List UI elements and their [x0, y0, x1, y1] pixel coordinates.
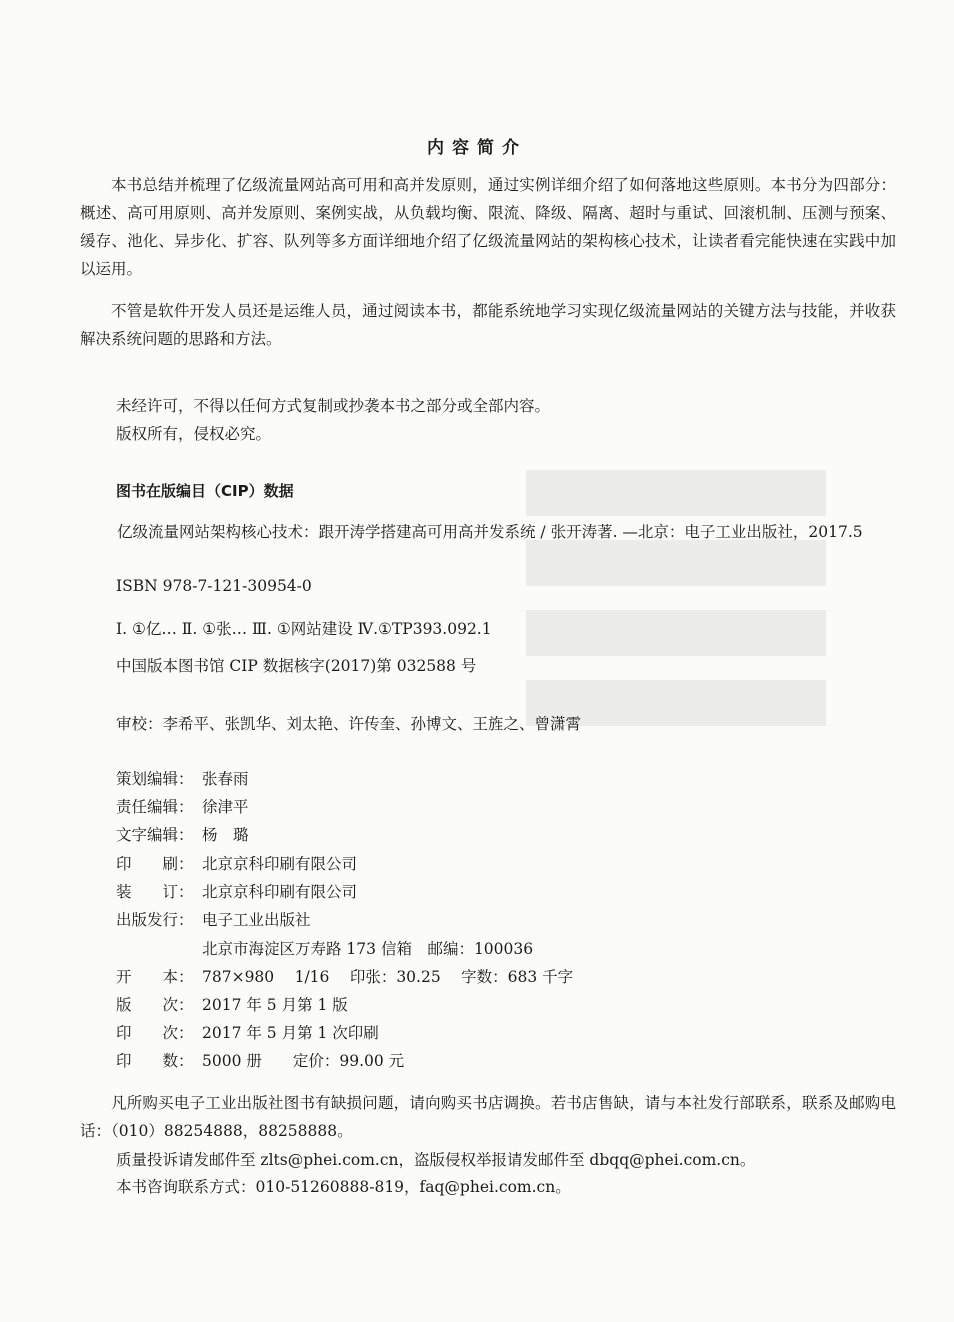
credit-row [116, 993, 348, 1017]
credit-value: 北京市海淀区万寿路 173 信箱 邮编：100036 [202, 940, 534, 958]
credit-value: 北京京科印刷有限公司 [202, 883, 358, 901]
credit-row [116, 908, 311, 932]
credit-label: 装 订： [116, 883, 194, 901]
credit-value: 北京京科印刷有限公司 [202, 855, 358, 873]
rights-reserved: 版权所有，侵权必究。 [116, 425, 272, 443]
quality-complaint: 质量投诉请发邮件至 zlts@phei.com.cn，盗版侵权举报请发邮件至 dbqq@phei.com.cn。 [116, 1151, 756, 1169]
credit-row [116, 823, 249, 847]
credit-row [116, 1021, 379, 1045]
credit-label: 开 本： [116, 968, 194, 986]
credit-value: 787×980 1/16 印张：30.25 字数：683 千字 [202, 968, 574, 986]
credit-row [116, 880, 357, 904]
credit-label: 策划编辑： [116, 770, 194, 788]
credit-row [116, 795, 249, 819]
contact-info: 本书咨询联系方式：010-51260888-819，faq@phei.com.cn。 [116, 1178, 571, 1196]
defect-notice: 凡所购买电子工业出版社图书有缺损问题，请向购买书店调换。若书店售缺，请与本社发行部联系，联系及邮购电话：（010）88254888，88258888。 [80, 1094, 896, 1140]
credit-value: 杨 璐 [202, 826, 249, 844]
isbn: ISBN 978-7-121-30954-0 [116, 577, 312, 595]
classification: Ⅰ. ①亿… Ⅱ. ①张… Ⅲ. ①网站建设 Ⅳ.①TP393.092.1 [116, 620, 492, 638]
credit-row [116, 937, 533, 961]
cip-heading: 图书在版编目（CIP）数据 [116, 482, 294, 500]
credit-value: 徐津平 [202, 798, 249, 816]
credit-label: 责任编辑： [116, 798, 194, 816]
show-through-background [526, 470, 826, 740]
credit-row [116, 965, 573, 989]
credit-value: 电子工业出版社 [202, 911, 311, 929]
credit-value: 2017 年 5 月第 1 次印刷 [202, 1024, 379, 1042]
credit-label: 印 次： [116, 1024, 194, 1042]
credit-row [116, 852, 357, 876]
credit-value: 张春雨 [202, 770, 249, 788]
credit-label: 印 数： [116, 1052, 194, 1070]
library-record: 中国版本图书馆 CIP 数据核字(2017)第 032588 号 [116, 657, 477, 675]
copyright-notice: 未经许可，不得以任何方式复制或抄袭本书之部分或全部内容。 [116, 397, 551, 415]
credit-row [116, 1049, 404, 1073]
intro-paragraph-2: 不管是软件开发人员还是运维人员，通过阅读本书，都能系统地学习实现亿级流量网站的关键方法与技能，并收获解决系统问题的思路和方法。 [80, 302, 896, 348]
cip-record: 亿级流量网站架构核心技术：跟开涛学搭建高可用高并发系统 / 张开涛著. —北京：电子工业出版社，2017.5 [117, 523, 863, 541]
page-title: 内容简介 [427, 138, 527, 158]
credit-value: 5000 册 定价：99.00 元 [202, 1052, 405, 1070]
credit-label: 文字编辑： [116, 826, 194, 844]
credit-value: 2017 年 5 月第 1 版 [202, 996, 348, 1014]
credit-label: 版 次： [116, 996, 194, 1014]
reviewers: 审校：李希平、张凯华、刘太艳、许传奎、孙博文、王旌之、曾潇霄 [116, 715, 582, 733]
credit-label: 印 刷： [116, 855, 194, 873]
credit-label: 出版发行： [116, 911, 194, 929]
credit-row [116, 767, 249, 791]
intro-paragraph-1: 本书总结并梳理了亿级流量网站高可用和高并发原则，通过实例详细介绍了如何落地这些原则。本书分为四部分：概述、高可用原则、高并发原则、案例实战，从负载均衡、限流、降级、隔离、超时与重试、回滚机制、压测与预案、缓存、池化、异步化、扩容、队列等多方面详细地介绍了亿级流量网站的架构核心技术，让读者看完能快速在实践中加以运用。 [80, 176, 896, 278]
